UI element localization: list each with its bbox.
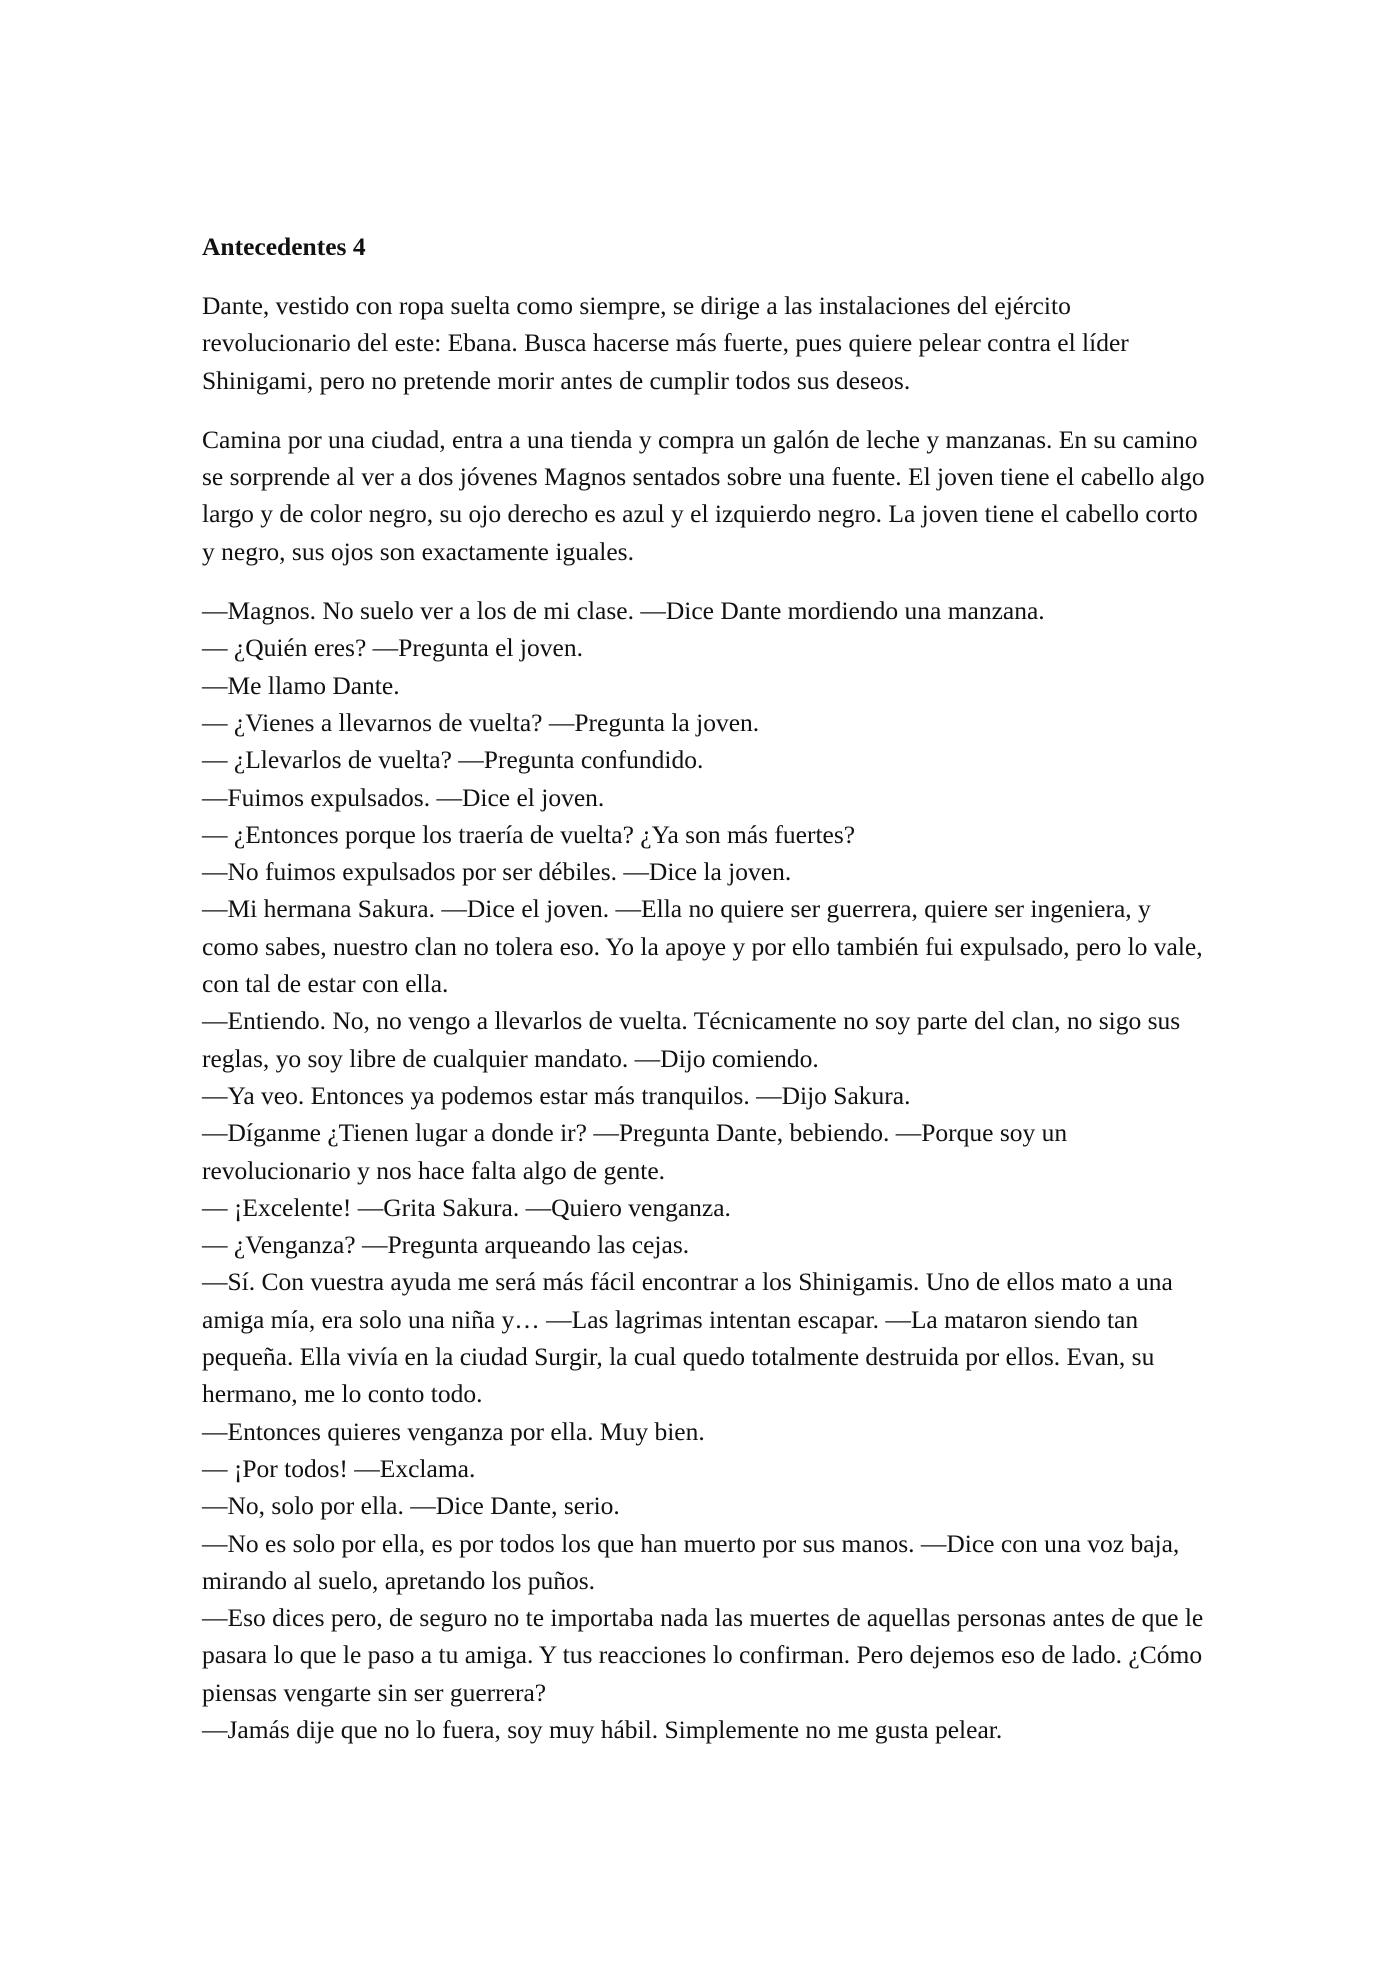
- dialogue-line: — ¿Entonces porque los traería de vuelta? ¿Ya son más fuertes?: [202, 819, 856, 849]
- dialogue-line: —Jamás dije que no lo fuera, soy muy hábil. Simplemente no me gusta pelear.: [202, 1714, 1003, 1744]
- paragraph-intro: Dante, vestido con ropa suelta como siempre, se dirige a las instalaciones del ejército revolucionario del este: Ebana. Busca hacerse más fuerte, pues quiere pelear contra el líder Shinigami, pero no pretende morir antes de cumplir todos sus deseos.: [202, 291, 1129, 395]
- dialogue-line: —No, solo por ella. —Dice Dante, serio.: [202, 1491, 620, 1521]
- dialogue-line: —Mi hermana Sakura. —Dice el joven. —Ella no quiere ser guerrera, quiere ser ingeniera, y como sabes, nuestro clan no tolera eso. Yo la apoye y por ello también fui expulsado, pero lo vale, con tal de estar con ella.: [202, 894, 1203, 999]
- dialogue-line: — ¿Vienes a llevarnos de vuelta? —Pregunta la joven.: [202, 707, 760, 737]
- dialogue-line: — ¿Venganza? —Pregunta arqueando las cejas.: [202, 1230, 690, 1260]
- dialogue-line: —Eso dices pero, de seguro no te importaba nada las muertes de aquellas personas antes de que le pasara lo que le paso a tu amiga. Y tus reacciones lo confirman. Pero dejemos eso de lado. ¿Cómo piensas vengarte sin ser guerrera?: [202, 1603, 1204, 1707]
- dialogue-line: —Entonces quieres venganza por ella. Muy bien.: [202, 1416, 705, 1446]
- paragraph-city: Camina por una ciudad, entra a una tienda y compra un galón de leche y manzanas. En su camino se sorprende al ver a dos jóvenes Magnos sentados sobre una fuente. El joven tiene el cabello algo largo y de color negro, su ojo derecho es azul y el izquierdo negro. La joven tiene el cabello corto y negro, sus ojos son exactamente iguales.: [202, 424, 1205, 566]
- dialogue-line: —Entiendo. No, no vengo a llevarlos de vuelta. Técnicamente no soy parte del clan, no sigo sus reglas, yo soy libre de cualquier mandato. —Dijo comiendo.: [202, 1006, 1181, 1073]
- dialogue-line: — ¿Llevarlos de vuelta? —Pregunta confundido.: [202, 745, 704, 775]
- dialogue-line: —Díganme ¿Tienen lugar a donde ir? —Pregunta Dante, bebiendo. —Porque soy un revolucionario y nos hace falta algo de gente.: [202, 1118, 1068, 1185]
- dialogue-line: —Fuimos expulsados. —Dice el joven.: [202, 782, 605, 812]
- dialogue-line: —Sí. Con vuestra ayuda me será más fácil encontrar a los Shinigamis. Uno de ellos mato a una amiga mía, era solo una niña y… —Las lagrimas intentan escapar. —La mataron siendo tan pequeña. Ella vivía en la ciudad Surgir, la cual quedo totalmente destruida por ellos. Evan, su hermano, me lo conto todo.: [202, 1267, 1173, 1409]
- dialogue-line: — ¡Excelente! —Grita Sakura. —Quiero venganza.: [202, 1192, 731, 1222]
- dialogue-line: —Magnos. No suelo ver a los de mi clase. —Dice Dante mordiendo una manzana.: [202, 596, 1045, 626]
- dialogue-block: [202, 592, 1212, 1748]
- dialogue-line: —No fuimos expulsados por ser débiles. —Dice la joven.: [202, 857, 792, 887]
- dialogue-line: — ¿Quién eres? —Pregunta el joven.: [202, 633, 583, 663]
- dialogue-line: —Me llamo Dante.: [202, 670, 400, 700]
- document-title: Antecedentes 4: [202, 232, 366, 261]
- dialogue-line: —Ya veo. Entonces ya podemos estar más tranquilos. —Dijo Sakura.: [202, 1080, 911, 1110]
- dialogue-line: —No es solo por ella, es por todos los que han muerto por sus manos. —Dice con una voz baja, mirando al suelo, apretando los puños.: [202, 1528, 1180, 1595]
- page-content: [202, 228, 1212, 1748]
- dialogue-line: — ¡Por todos! —Exclama.: [202, 1453, 476, 1483]
